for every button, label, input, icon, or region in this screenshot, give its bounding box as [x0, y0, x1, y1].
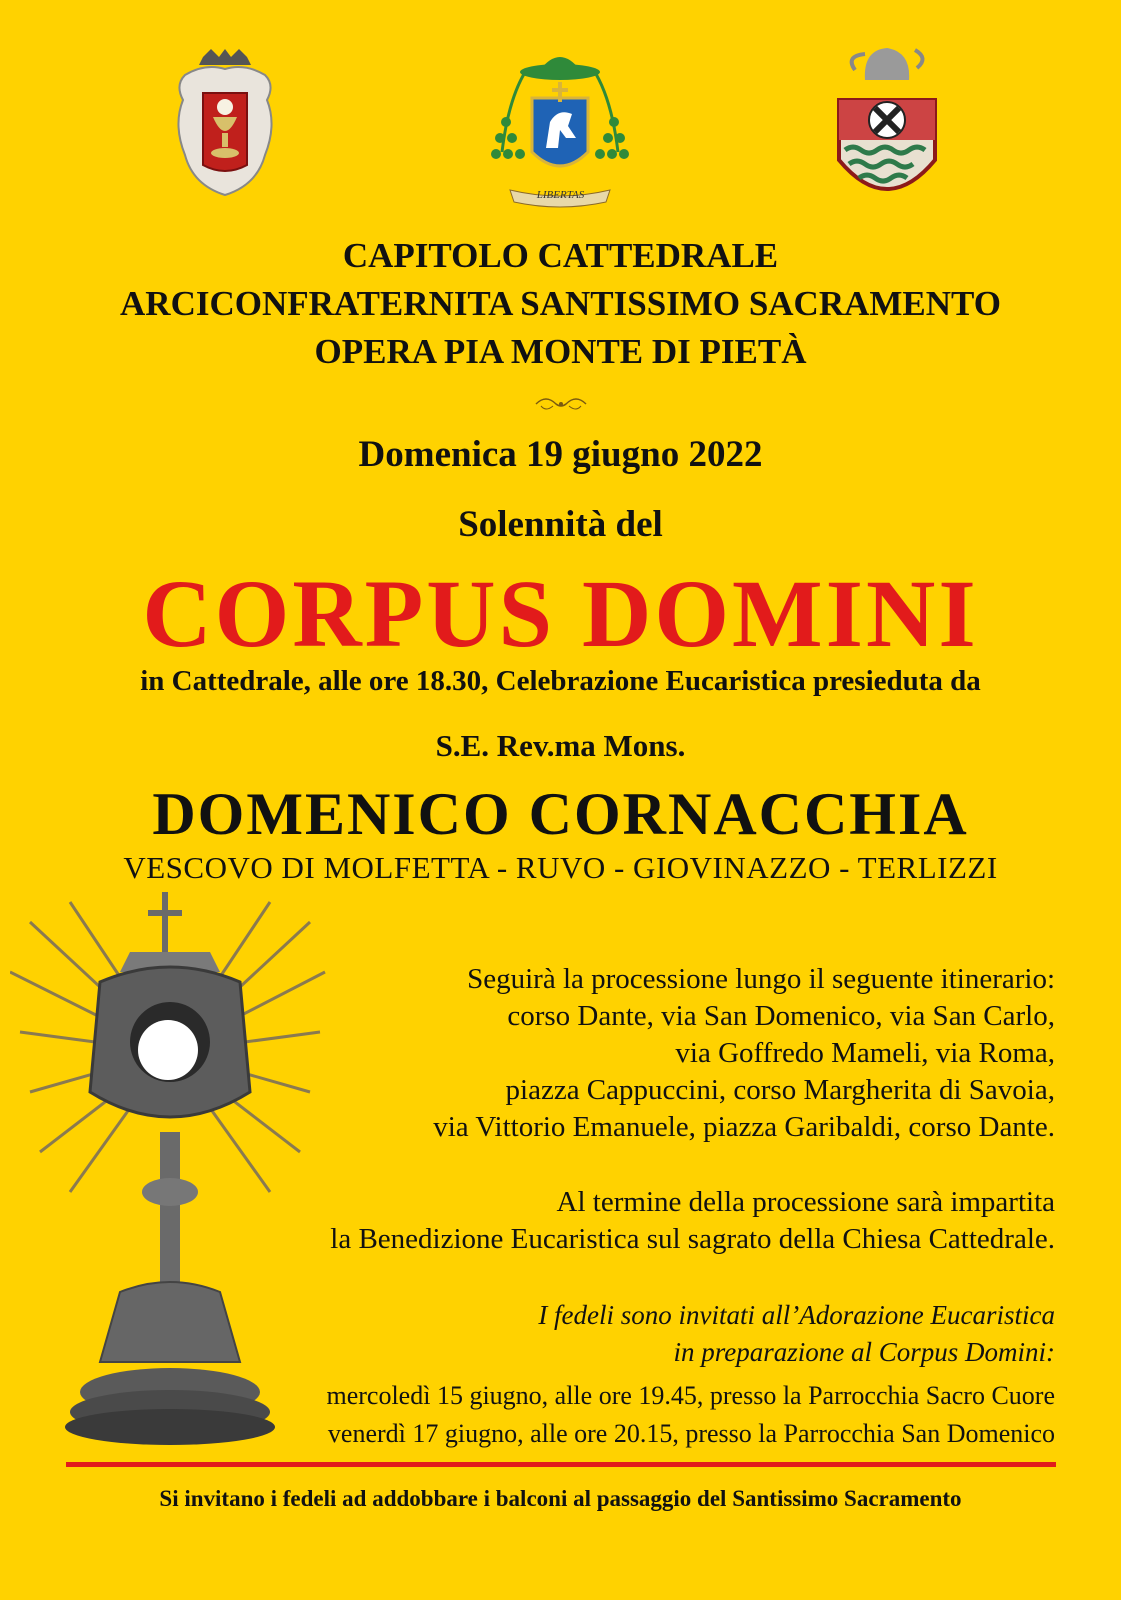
adoration-intro-line: I fedeli sono invitati all’Adorazione Eucaristica: [538, 1300, 1055, 1330]
procession-line: via Vittorio Emanuele, piazza Garibaldi, corso Dante.: [433, 1111, 1055, 1143]
bishop-name: DOMENICO CORNACCHIA: [152, 781, 969, 847]
monstrance-icon: [10, 892, 330, 1452]
adoration-intro-line: in preparazione al Corpus Domini:: [673, 1337, 1055, 1367]
org-opera-pia: OPERA PIA MONTE DI PIETÀ: [314, 332, 807, 371]
adoration-date-line: venerdì 17 giugno, alle ore 20.15, presso la Parrocchia San Domenico: [327, 1419, 1055, 1448]
procession-line: corso Dante, via San Domenico, via San Carlo,: [507, 1000, 1055, 1032]
footer-divider: [66, 1462, 1056, 1467]
blessing-line: Al termine della processione sarà impartita: [556, 1186, 1055, 1218]
title-prefix: S.E. Rev.ma Mons.: [435, 728, 686, 763]
event-date: Domenica 19 giugno 2022: [358, 434, 763, 475]
adoration-intro: [538, 1297, 1055, 1371]
solemnity-label: Solennità del: [458, 504, 663, 545]
bishop-coat-of-arms-icon: [488, 42, 633, 214]
ornament-divider-icon: [0, 394, 1121, 419]
blessing-line: la Benedizione Eucaristica sul sagrato della Chiesa Cattedrale.: [330, 1223, 1055, 1255]
adoration-date-line: mercoledì 15 giugno, alle ore 19.45, presso la Parrocchia Sacro Cuore: [326, 1381, 1055, 1410]
blessing-block: [330, 1184, 1055, 1258]
organizations-block: [0, 232, 1121, 376]
org-arciconfraternita: ARCICONFRATERNITA SANTISSIMO SACRAMENTO: [120, 284, 1001, 323]
celebration-line: in Cattedrale, alle ore 18.30, Celebrazione Eucaristica presieduta da: [140, 665, 981, 697]
adoration-dates: [327, 1377, 1056, 1453]
family-crest-icon: [825, 40, 950, 215]
org-capitolo: CAPITOLO CATTEDRALE: [342, 236, 779, 275]
procession-line: piazza Cappuccini, corso Margherita di Savoia,: [505, 1074, 1055, 1106]
feast-title: CORPUS DOMINI: [142, 560, 979, 667]
footer-note: Si invitano i fedeli ad addobbare i balconi al passaggio del Santissimo Sacramento: [159, 1486, 962, 1511]
chalice-crest-icon: [165, 45, 285, 205]
procession-line: via Goffredo Mameli, via Roma,: [675, 1037, 1055, 1069]
motto-label: LIBERTAS: [536, 189, 585, 201]
procession-line: Seguirà la processione lungo il seguente itinerario:: [467, 963, 1055, 995]
procession-block: [433, 961, 1055, 1146]
bishop-role: VESCOVO DI MOLFETTA - RUVO - GIOVINAZZO - TERLIZZI: [123, 850, 998, 885]
